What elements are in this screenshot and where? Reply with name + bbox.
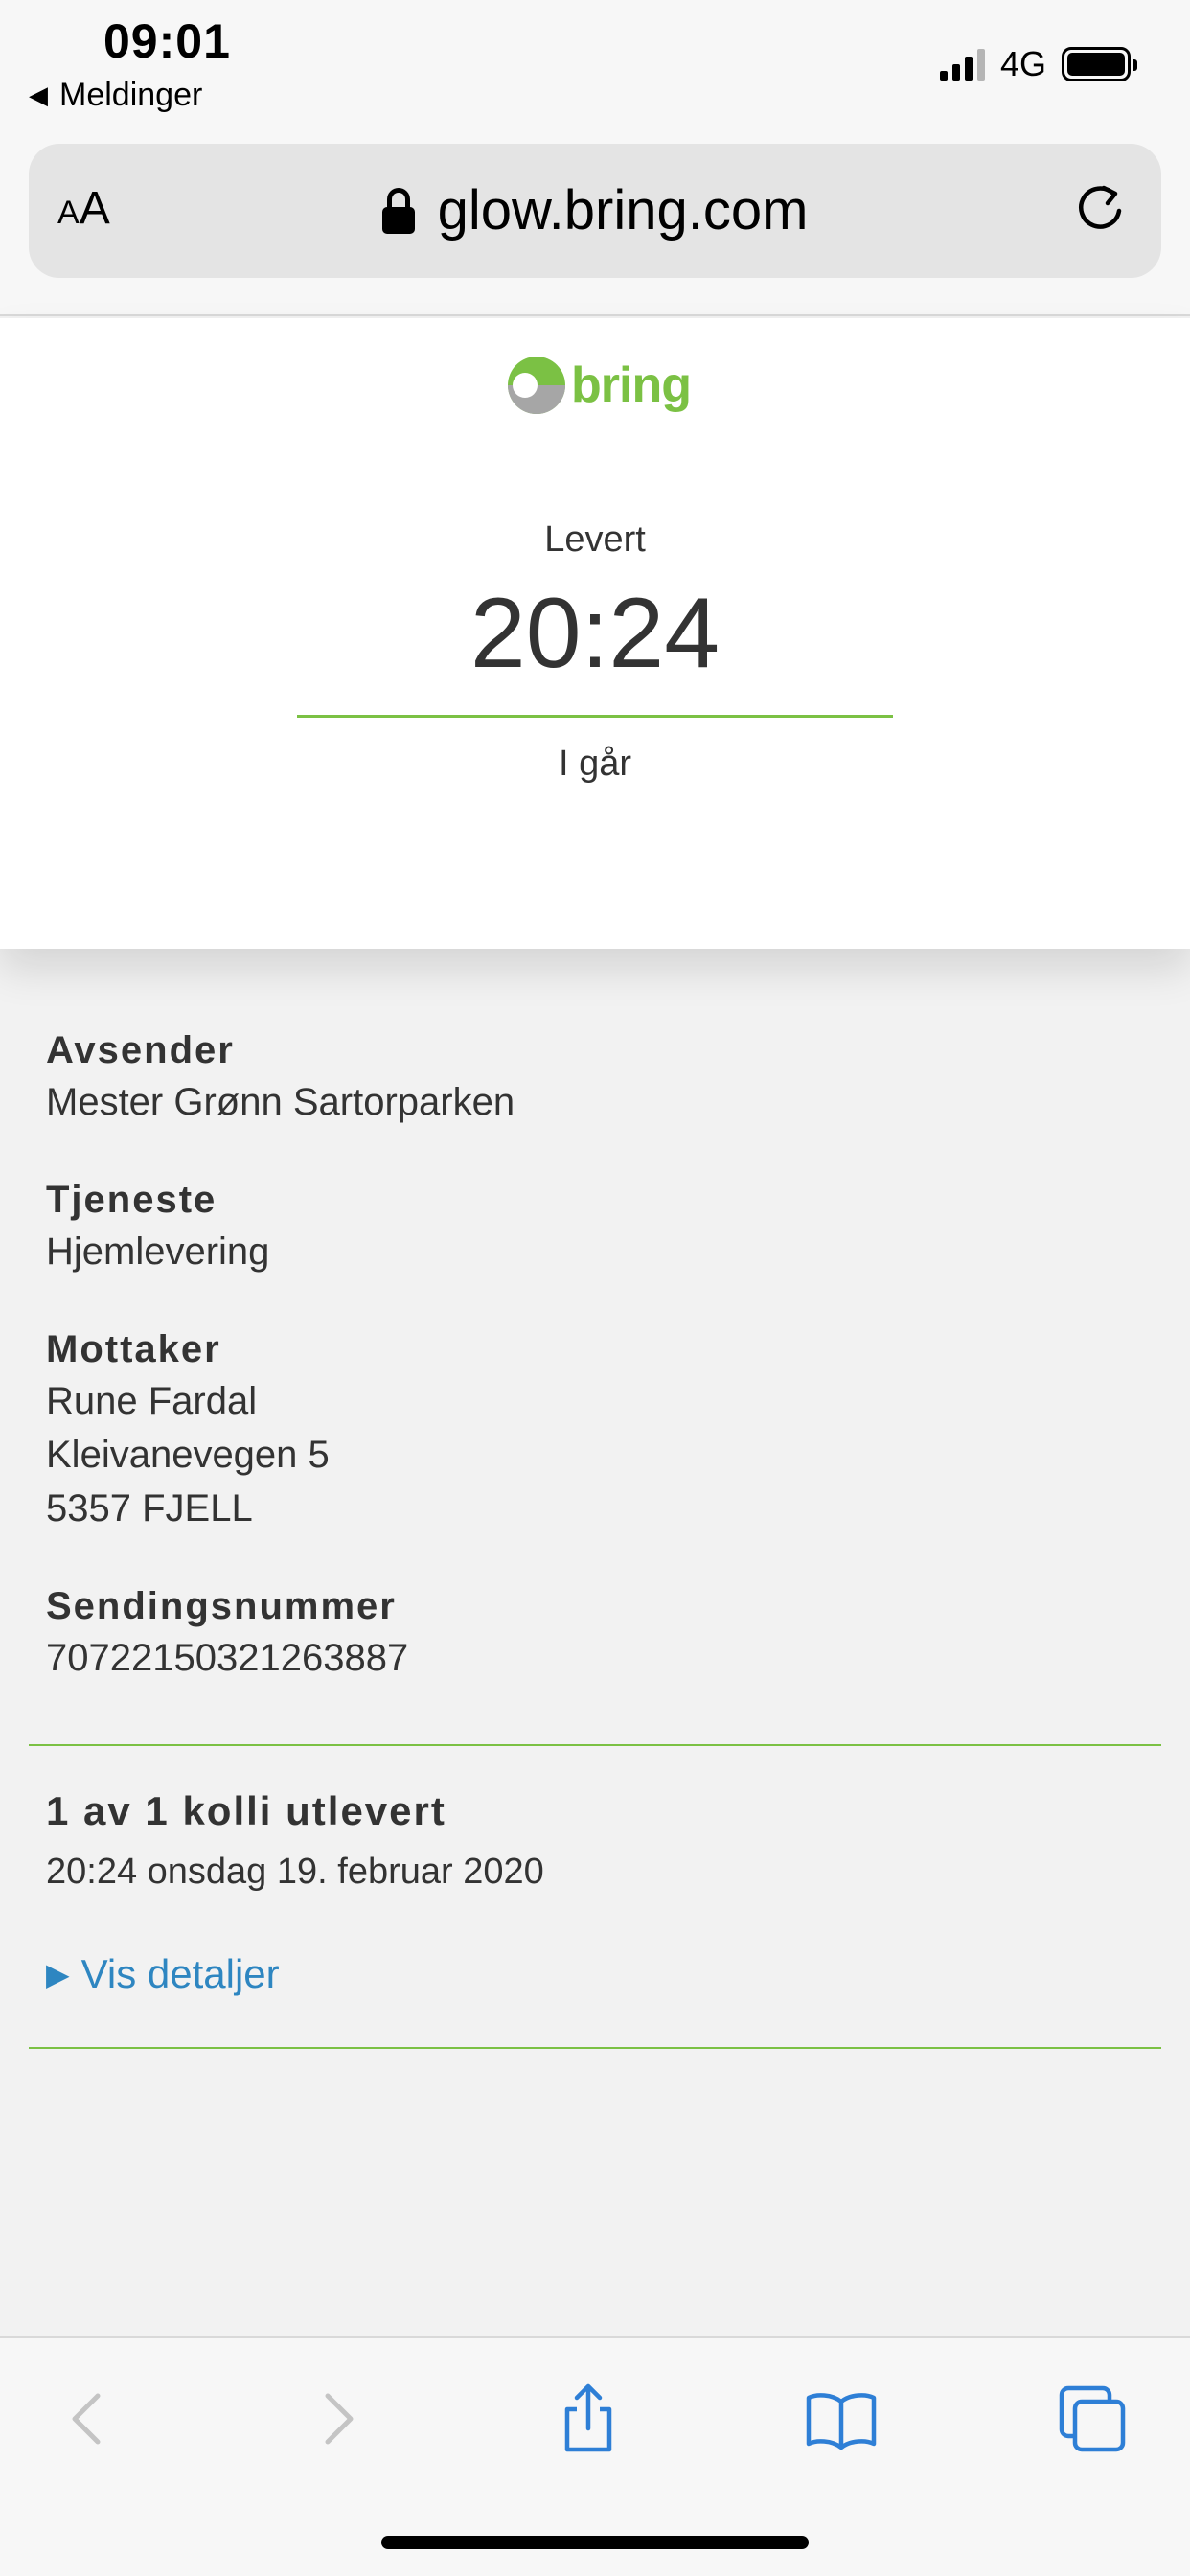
- package-status-title: 1 av 1 kolli utlevert: [46, 1788, 446, 1833]
- forward-icon[interactable]: [299, 2380, 376, 2457]
- url-display[interactable]: [29, 178, 1161, 242]
- field-recipient: [46, 1324, 1148, 1535]
- shipment-details: [46, 1025, 1148, 1731]
- signal-icon: [940, 48, 985, 80]
- section-divider: [29, 2047, 1161, 2049]
- field-sender: [46, 1025, 1148, 1129]
- field-tracking-number: [46, 1581, 1148, 1685]
- bring-logo: [506, 355, 691, 416]
- share-icon[interactable]: [550, 2380, 627, 2457]
- section-divider: [29, 1744, 1161, 1746]
- network-label: 4G: [999, 44, 1046, 83]
- status-time: 09:01: [103, 14, 231, 68]
- field-value: Mester Grønn Sartorparken: [46, 1081, 515, 1123]
- delivery-time: 20:24: [469, 578, 721, 689]
- expand-triangle-icon: ▶: [46, 1957, 70, 1991]
- package-status-time: 20:24 onsdag 19. februar 2020: [46, 1852, 544, 1892]
- back-icon[interactable]: [50, 2380, 126, 2457]
- field-service: [46, 1175, 1148, 1278]
- battery-icon: [1062, 47, 1131, 81]
- back-app-label: Meldinger: [59, 77, 203, 113]
- home-indicator[interactable]: [381, 2536, 809, 2549]
- bring-logo-text: bring: [571, 357, 691, 413]
- delivery-status-label: Levert: [544, 519, 646, 560]
- delivery-day: I går: [558, 744, 632, 784]
- tabs-icon[interactable]: [1054, 2380, 1131, 2457]
- field-value: 5357 FJELL: [46, 1487, 253, 1530]
- field-value: Kleivanevegen 5: [46, 1434, 330, 1476]
- lock-icon: [382, 188, 415, 234]
- package-status: [46, 1788, 544, 1893]
- status-indicators: [940, 44, 1131, 84]
- address-bar[interactable]: [29, 144, 1161, 278]
- browser-top-bar: [0, 0, 1190, 316]
- field-value: 70722150321263887: [46, 1637, 409, 1679]
- field-value: Rune Fardal: [46, 1380, 258, 1422]
- hero-divider: [297, 715, 893, 718]
- field-label: Avsender: [46, 1029, 235, 1071]
- field-value: Hjemlevering: [46, 1230, 270, 1273]
- delivery-status-card: [0, 318, 1190, 949]
- bookmarks-icon[interactable]: [803, 2380, 880, 2457]
- show-details-label: Vis detaljer: [80, 1951, 280, 1996]
- back-triangle-icon: ◀: [29, 80, 48, 109]
- reload-icon[interactable]: [1071, 180, 1129, 238]
- field-label: Sendingsnummer: [46, 1585, 397, 1627]
- field-label: Mottaker: [46, 1328, 221, 1370]
- bring-logo-icon: [506, 355, 567, 416]
- text-size-button[interactable]: AA: [57, 183, 110, 234]
- back-to-app-link[interactable]: [29, 77, 202, 114]
- field-label: Tjeneste: [46, 1179, 217, 1221]
- url-text: glow.bring.com: [437, 179, 809, 242]
- show-details-link[interactable]: [46, 1951, 280, 1997]
